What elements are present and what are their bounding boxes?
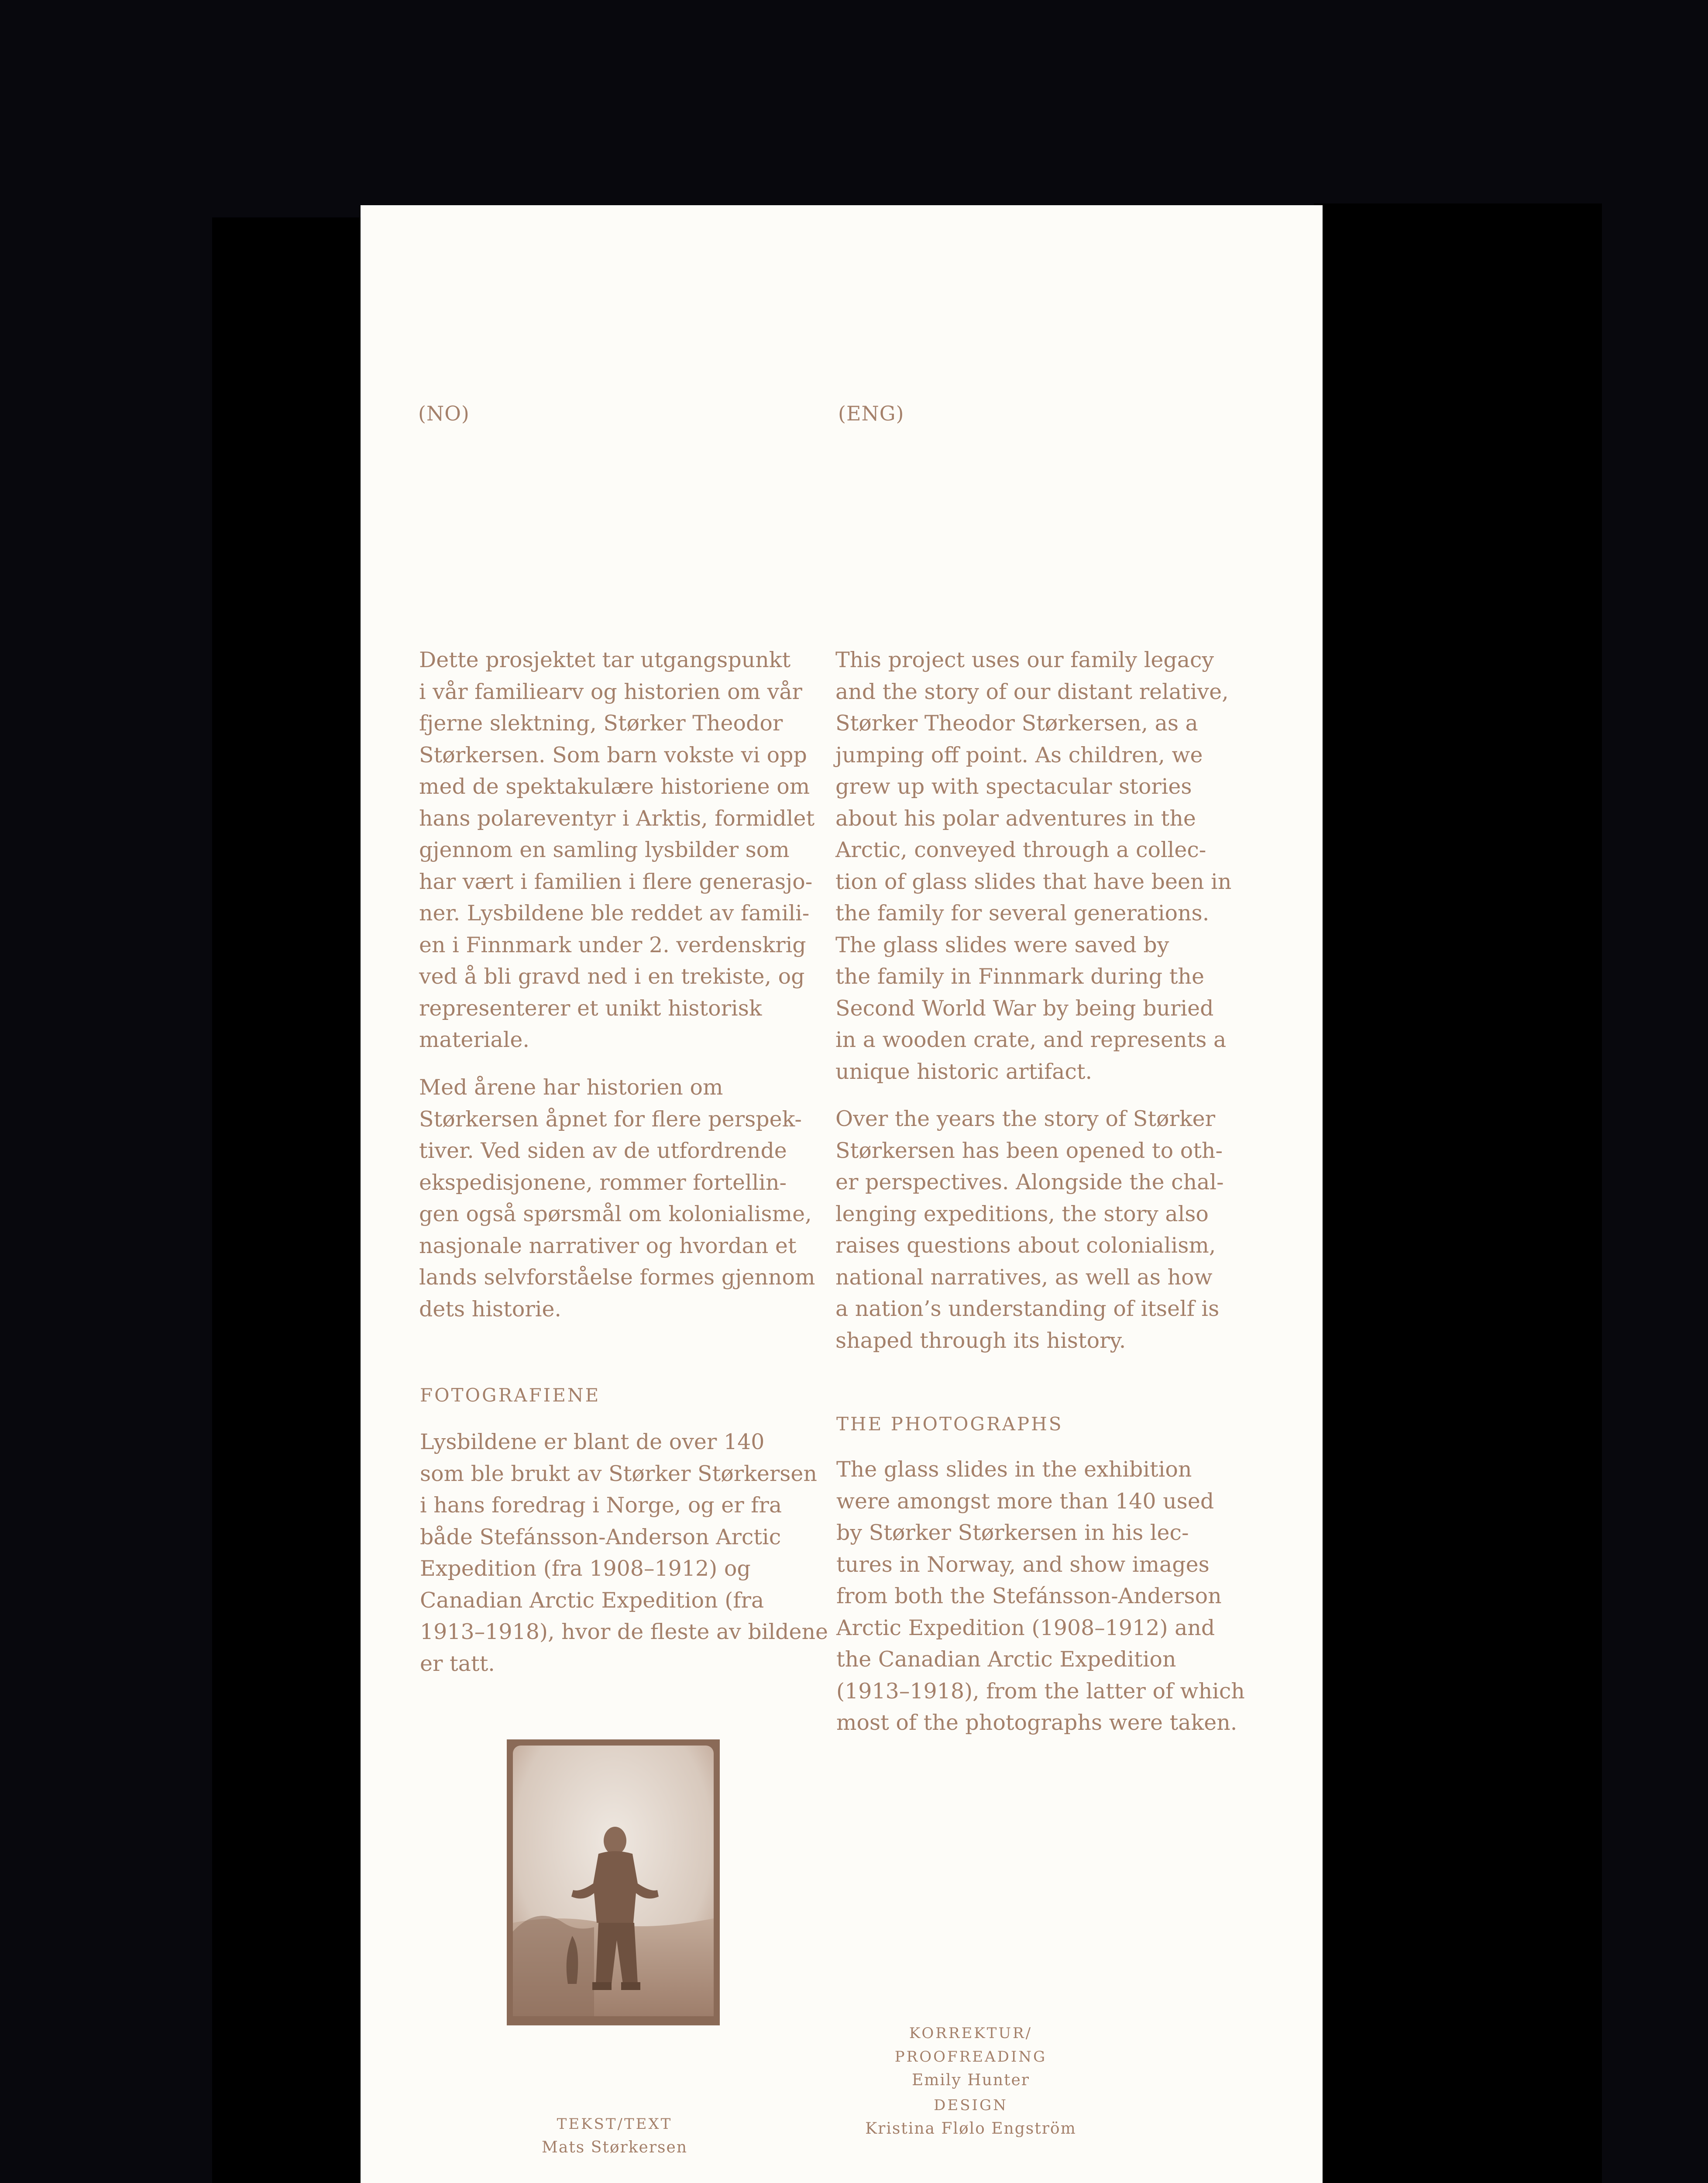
text-line: a nation’s understanding of itself is <box>835 1296 1220 1321</box>
norwegian-second-paragraph <box>419 1072 815 1325</box>
credit-proof-role-1: KORREKTUR/ <box>909 2025 1033 2042</box>
english-second-paragraph <box>835 1103 1228 1357</box>
text-line: were amongst more than 140 used <box>836 1488 1214 1514</box>
text-line: unique historic artifact. <box>835 1059 1093 1084</box>
text-line: most of the photographs were taken. <box>836 1710 1237 1735</box>
text-line: Størkersen åpnet for flere perspek- <box>419 1106 802 1132</box>
text-line: en i Finnmark under 2. verdenskrig <box>419 932 806 957</box>
credit-text-role: TEKST/TEXT <box>557 2115 673 2133</box>
expedition-photograph <box>507 1739 720 2025</box>
text-line: tion of glass slides that have been in <box>835 869 1232 894</box>
text-line: har vært i familien i flere generasjo- <box>419 869 813 894</box>
text-line: Størkersen. Som barn vokste vi opp <box>419 742 807 768</box>
credit-design-name: Kristina Flølo Engström <box>865 2120 1076 2138</box>
text-line: grew up with spectacular stories <box>835 774 1192 799</box>
text-line: Arctic Expedition (1908–1912) and <box>836 1615 1215 1640</box>
text-line: nasjonale narrativer og hvordan et <box>419 1233 797 1258</box>
english-intro-paragraph <box>835 644 1232 1088</box>
scan-shadow-right <box>1314 203 1602 2183</box>
text-line: ved å bli gravd ned i en trekiste, og <box>419 964 805 989</box>
text-line: Arctic, conveyed through a collec- <box>835 837 1206 862</box>
text-line: and the story of our distant relative, <box>835 679 1229 704</box>
text-line: materiale. <box>419 1027 529 1052</box>
text-line: gen også spørsmål om kolonialisme, <box>419 1202 812 1226</box>
text-line: Canadian Arctic Expedition (fra <box>420 1587 764 1613</box>
text-line: i hans foredrag i Norge, og er fra <box>420 1493 782 1518</box>
text-line: representerer et unikt historisk <box>419 995 762 1021</box>
text-line: tures in Norway, and show images <box>836 1552 1210 1577</box>
label-eng: (ENG) <box>838 402 904 425</box>
text-line: by Størker Størkersen in his lec- <box>836 1520 1189 1545</box>
english-photographs-section <box>836 1408 1229 1449</box>
text-line: lands selvforståelse formes gjennom <box>419 1265 815 1290</box>
text-line: the family for several generations. <box>835 901 1210 926</box>
text-line: from both the Stefánsson-Anderson <box>836 1584 1222 1608</box>
norwegian-photographs-paragraph <box>420 1426 828 1680</box>
text-line: jumping off point. As children, we <box>835 742 1203 768</box>
text-line: er perspectives. Alongside the chal- <box>835 1170 1224 1195</box>
text-line: The glass slides were saved by <box>835 932 1169 957</box>
text-line: the Canadian Arctic Expedition <box>836 1647 1176 1672</box>
credits-text <box>527 2112 702 2159</box>
text-line: hans polareventyr i Arktis, formidlet <box>419 806 815 831</box>
text-line: Over the years the story of Størker <box>835 1106 1216 1131</box>
credit-proof-role-2: PROOFREADING <box>894 2048 1047 2066</box>
text-line: national narratives, as well as how <box>835 1264 1213 1290</box>
scan-shadow-left <box>212 217 369 2183</box>
credits-design <box>862 2093 1080 2141</box>
norwegian-photographs <box>420 1426 828 1680</box>
norwegian-heading: FOTOGRAFIENE <box>420 1384 601 1406</box>
photograph-image <box>507 1739 720 2025</box>
text-line: 1913–1918), hvor de fleste av bildene <box>420 1619 828 1644</box>
text-line: Expedition (fra 1908–1912) og <box>420 1556 751 1581</box>
text-line: Lysbildene er blant de over 140 <box>420 1429 765 1454</box>
text-line: Størker Theodor Størkersen, as a <box>835 711 1198 736</box>
english-photographs <box>836 1454 1245 1739</box>
text-line: (1913–1918), from the latter of which <box>836 1678 1245 1704</box>
text-line: in a wooden crate, and represents a <box>835 1027 1227 1052</box>
printed-sheet <box>361 205 1323 2183</box>
english-photographs-paragraph <box>836 1454 1245 1739</box>
text-line: fjerne slektning, Størker Theodor <box>419 711 783 736</box>
text-line: tiver. Ved siden av de utfordrende <box>419 1138 787 1163</box>
norwegian-second <box>419 1072 815 1325</box>
english-intro <box>835 644 1232 1088</box>
norwegian-intro <box>419 644 815 1056</box>
credit-design-role: DESIGN <box>934 2097 1008 2114</box>
text-line: som ble brukt av Størker Størkersen <box>420 1461 817 1486</box>
credit-text-name: Mats Størkersen <box>541 2138 687 2156</box>
text-line: Størkersen has been opened to oth- <box>835 1138 1223 1163</box>
text-line: både Stefánsson-Anderson Arctic <box>420 1524 781 1549</box>
text-line: dets historie. <box>419 1296 562 1322</box>
text-line: gjennom en samling lysbilder som <box>419 837 790 862</box>
text-line: Dette prosjektet tar utgangspunkt <box>419 647 791 672</box>
english-second <box>835 1103 1228 1357</box>
text-line: er tatt. <box>420 1651 495 1676</box>
text-line: med de spektakulære historiene om <box>419 774 810 799</box>
credit-proof-name: Emily Hunter <box>912 2071 1030 2089</box>
text-line: lenging expeditions, the story also <box>835 1201 1209 1226</box>
text-line: Med årene har historien om <box>419 1075 723 1100</box>
credits-proofreading <box>862 2021 1080 2092</box>
text-line: i vår familiearv og historien om vår <box>419 679 802 704</box>
text-line: This project uses our family legacy <box>835 647 1214 672</box>
text-line: the family in Finnmark during the <box>835 964 1204 989</box>
text-line: ner. Lysbildene ble reddet av famili- <box>419 901 810 926</box>
english-heading: THE PHOTOGRAPHS <box>836 1413 1063 1435</box>
label-no: (NO) <box>418 402 470 425</box>
text-line: ekspedisjonene, rommer fortellin- <box>419 1170 787 1195</box>
text-line: about his polar adventures in the <box>835 806 1196 831</box>
norwegian-intro-paragraph <box>419 644 815 1056</box>
text-line: raises questions about colonialism, <box>835 1233 1216 1258</box>
text-line: Second World War by being buried <box>835 995 1214 1021</box>
norwegian-photographs-section <box>420 1380 813 1420</box>
text-line: The glass slides in the exhibition <box>836 1457 1192 1482</box>
text-line: shaped through its history. <box>835 1328 1126 1353</box>
